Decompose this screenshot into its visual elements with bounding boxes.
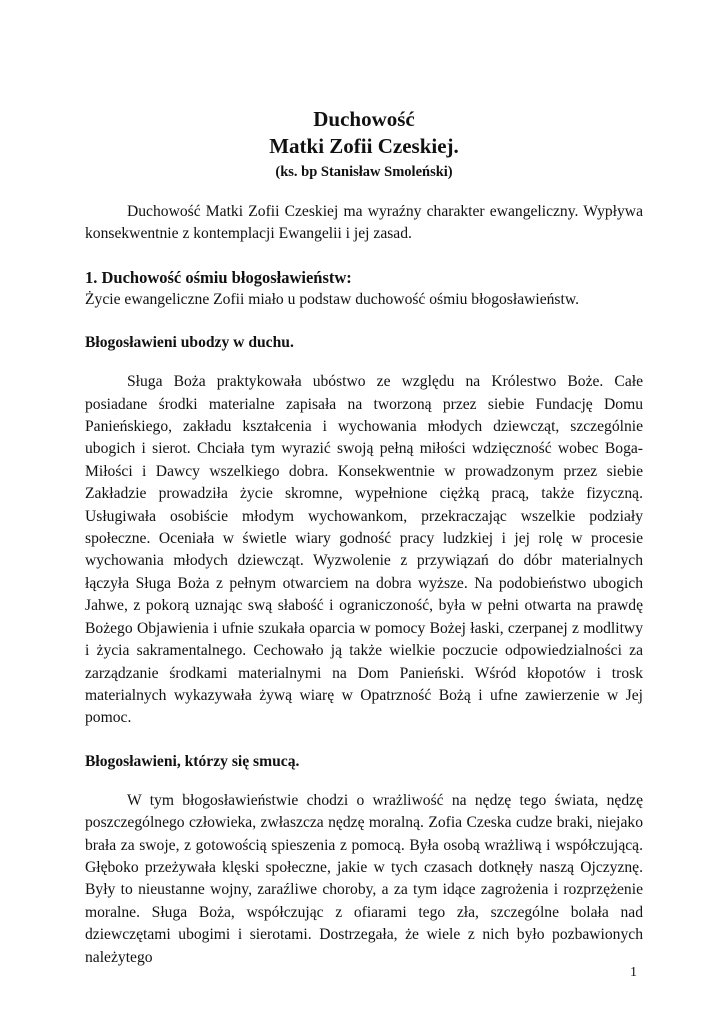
document-title-line2: Matki Zofii Czeskiej. [269,134,459,158]
intro-paragraph: Duchowość Matki Zofii Czeskiej ma wyraźny charakter ewangeliczny. Wypływa konsekwentnie z kontemplacji Ewangelii i jej zasad. [85,203,643,243]
page-number: 1 [630,965,637,980]
beatitude-paragraph-mourn: W tym błogosławieństwie chodzi o wrażliwość na nędzę tego świata, nędzę poszczególnego człowieka, zwłaszcza nędzę moralną. Zofia Czeska cudze braki, niejako brała za swoje, z gotowością spieszenia z pomocą. Była osobą wrażliwą i współczującą. Głęboko przeżywała klęski społeczne, jakie w tych czasach dotknęły naszą Ojczyznę. Były to nieustanne wojny, zaraźliwe choroby, a za tym idące zagrożenia i rozprzężenie moralne. Sługa Boża, współczując z ofiarami tego zła, szczególne bolała nad dziewczętami ubogimi i sierotami. Dostrzegała, że wiele z nich było pozbawionych należytego [85,791,643,966]
document-page [85,106,643,969]
document-author: (ks. bp Stanisław Smoleński) [275,164,453,180]
section-lead: Życie ewangeliczne Zofii miało u podstaw duchowość ośmiu błogosławieństw. [85,290,579,308]
section-heading: 1. Duchowość ośmiu błogosławieństw: [85,267,352,287]
beatitude-paragraph-poor: Sługa Boża praktykowała ubóstwo ze względu na Królestwo Boże. Całe posiadane środki materialne zapisała na tworzoną przez siebie Fundację Domu Panieńskiego, zakładu kształcenia i wychowania młodych dziewcząt, szczególnie ubogich i sierot. Chciała tym wyrazić swoją pełną miłości wdzięczność wobec Boga-Miłości i Dawcy wszelkiego dobra. Konsekwentnie w prowadzonym przez siebie Zakładzie prowadziła życie skromne, wypełnione ciężką pracą, także fizyczną. Usługiwała osobiście młodym wychowankom, przekraczając wszelkie podziały społeczne. Oceniała w świetle wiary godność pracy ludzkiej i jej rolę w procesie wychowania młodych dziewcząt. Wyzwolenie z przywiązań do dóbr materialnych łączyła Sługa Boża z pełnym otwarciem na dobra wyższe. Na podobieństwo ubogich Jahwe, z pokorą uznając swą słabość i ograniczoność, była w pełni otwarta na prawdę Bożego Objawienia i ufnie szukała oparcia w pomocy Bożej łaski, czerpanej z modlitwy i życia sakramentalnego. Cechowało ją także wielkie poczucie odpowiedzialności za zarządzanie środkami materialnymi na Dom Panieński. Wśród kłopotów i trosk materialnych wykazywała żywą wiarę w Opatrzność Bożą i ufne zawierzenie w Jej pomoc. [85,373,643,727]
beatitude-heading-mourn: Błogosławieni, którzy się smucą. [85,752,300,770]
document-title-line1: Duchowość [313,107,415,131]
beatitude-heading-poor: Błogosławieni ubodzy w duchu. [85,334,294,352]
